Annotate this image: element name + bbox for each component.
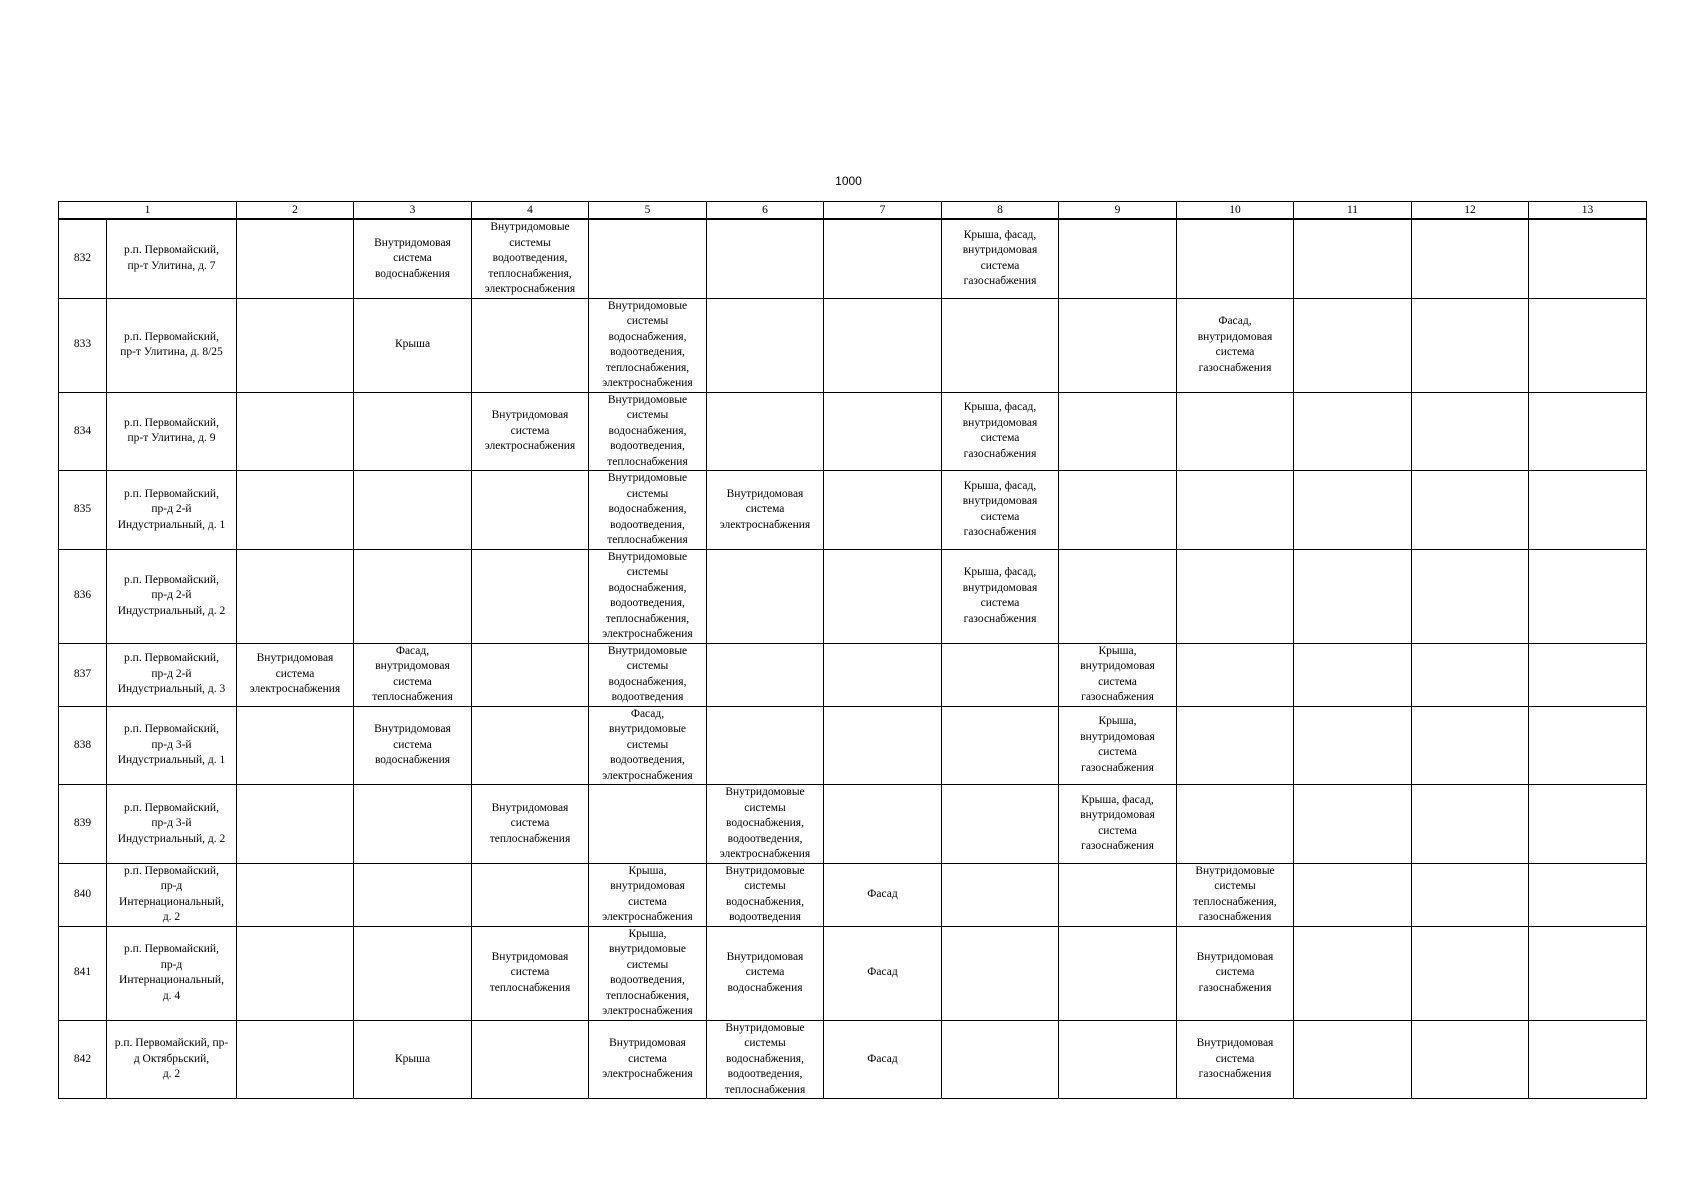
row-number-cell: 838 — [59, 706, 107, 785]
row-number-cell: 834 — [59, 392, 107, 471]
work-cell-col-6 — [707, 219, 824, 298]
work-cell-col-4 — [472, 298, 589, 392]
work-cell-col-7 — [824, 549, 942, 643]
work-cell-col-11 — [1294, 863, 1412, 926]
work-cell-col-6: Внутридомовая система водоснабжения — [707, 926, 824, 1020]
work-cell-col-9 — [1059, 549, 1177, 643]
work-cell-col-8 — [942, 863, 1059, 926]
column-header: 1 — [59, 202, 237, 220]
column-header: 10 — [1177, 202, 1294, 220]
column-header: 6 — [707, 202, 824, 220]
row-number-cell: 841 — [59, 926, 107, 1020]
work-cell-col-3 — [354, 549, 472, 643]
column-header-row — [59, 202, 1647, 220]
work-cell-col-10 — [1177, 785, 1294, 864]
work-cell-col-10 — [1177, 643, 1294, 706]
work-cell-col-6: Внутридомовая система электроснабжения — [707, 471, 824, 550]
work-cell-col-2 — [237, 1020, 354, 1099]
work-cell-col-6: Внутридомовые системы водоснабжения, водоотведения, теплоснабжения — [707, 1020, 824, 1099]
work-cell-col-2 — [237, 926, 354, 1020]
row-number-cell: 836 — [59, 549, 107, 643]
work-cell-col-2 — [237, 549, 354, 643]
work-cell-col-10: Внутридомовая система газоснабжения — [1177, 1020, 1294, 1099]
column-header: 7 — [824, 202, 942, 220]
column-header: 4 — [472, 202, 589, 220]
work-cell-col-3: Внутридомовая система водоснабжения — [354, 219, 472, 298]
work-cell-col-7: Фасад — [824, 926, 942, 1020]
work-cell-col-13 — [1529, 643, 1647, 706]
work-cell-col-10 — [1177, 706, 1294, 785]
work-cell-col-4 — [472, 1020, 589, 1099]
work-cell-col-8 — [942, 926, 1059, 1020]
work-cell-col-3 — [354, 392, 472, 471]
work-cell-col-5: Внутридомовые системы водоснабжения, водоотведения, теплоснабжения — [589, 392, 707, 471]
work-cell-col-6 — [707, 643, 824, 706]
work-cell-col-13 — [1529, 706, 1647, 785]
work-cell-col-2 — [237, 863, 354, 926]
table-row — [59, 392, 1647, 471]
work-cell-col-2 — [237, 706, 354, 785]
work-cell-col-9 — [1059, 392, 1177, 471]
work-cell-col-5: Фасад, внутридомовые системы водоотведения, электроснабжения — [589, 706, 707, 785]
work-cell-col-6 — [707, 706, 824, 785]
work-cell-col-13 — [1529, 298, 1647, 392]
work-cell-col-11 — [1294, 549, 1412, 643]
work-cell-col-12 — [1412, 549, 1529, 643]
work-cell-col-6 — [707, 392, 824, 471]
work-cell-col-2 — [237, 392, 354, 471]
table-row — [59, 471, 1647, 550]
address-cell: р.п. Первомайский, пр- д Октябрьский, д. 2 — [107, 1020, 237, 1099]
work-cell-col-13 — [1529, 219, 1647, 298]
work-cell-col-9: Крыша, внутридомовая система газоснабжения — [1059, 706, 1177, 785]
work-cell-col-12 — [1412, 392, 1529, 471]
work-cell-col-2 — [237, 785, 354, 864]
work-cell-col-3 — [354, 863, 472, 926]
page-number: 1000 — [835, 174, 862, 188]
work-cell-col-5 — [589, 219, 707, 298]
work-cell-col-9 — [1059, 926, 1177, 1020]
work-cell-col-4: Внутридомовая система электроснабжения — [472, 392, 589, 471]
work-cell-col-8 — [942, 298, 1059, 392]
work-cell-col-12 — [1412, 219, 1529, 298]
table-row — [59, 1020, 1647, 1099]
work-cell-col-7: Фасад — [824, 863, 942, 926]
work-cell-col-5: Внутридомовые системы водоснабжения, водоотведения, теплоснабжения, электроснабжения — [589, 549, 707, 643]
work-cell-col-13 — [1529, 926, 1647, 1020]
work-cell-col-11 — [1294, 1020, 1412, 1099]
work-cell-col-11 — [1294, 785, 1412, 864]
work-cell-col-12 — [1412, 785, 1529, 864]
work-cell-col-3 — [354, 785, 472, 864]
row-number-cell: 835 — [59, 471, 107, 550]
table-row — [59, 219, 1647, 298]
work-cell-col-13 — [1529, 785, 1647, 864]
row-number-cell: 832 — [59, 219, 107, 298]
work-cell-col-8 — [942, 785, 1059, 864]
table-row — [59, 706, 1647, 785]
work-cell-col-9 — [1059, 1020, 1177, 1099]
address-cell: р.п. Первомайский, пр-т Улитина, д. 8/25 — [107, 298, 237, 392]
work-cell-col-13 — [1529, 392, 1647, 471]
work-cell-col-11 — [1294, 298, 1412, 392]
address-cell: р.п. Первомайский, пр-т Улитина, д. 7 — [107, 219, 237, 298]
row-number-cell: 842 — [59, 1020, 107, 1099]
work-cell-col-5: Крыша, внутридомовые системы водоотведения, теплоснабжения, электроснабжения — [589, 926, 707, 1020]
work-cell-col-4 — [472, 863, 589, 926]
address-cell: р.п. Первомайский, пр-д Интернациональный, д. 4 — [107, 926, 237, 1020]
work-cell-col-7 — [824, 785, 942, 864]
table-row — [59, 643, 1647, 706]
work-cell-col-12 — [1412, 926, 1529, 1020]
work-cell-col-8: Крыша, фасад, внутридомовая система газоснабжения — [942, 219, 1059, 298]
row-number-cell: 837 — [59, 643, 107, 706]
work-cell-col-5: Внутридомовые системы водоснабжения, водоотведения — [589, 643, 707, 706]
work-cell-col-11 — [1294, 926, 1412, 1020]
repair-schedule-table — [58, 201, 1647, 1099]
work-cell-col-8 — [942, 1020, 1059, 1099]
work-cell-col-11 — [1294, 643, 1412, 706]
work-cell-col-10: Внутридомовые системы теплоснабжения, газоснабжения — [1177, 863, 1294, 926]
work-cell-col-13 — [1529, 863, 1647, 926]
work-cell-col-12 — [1412, 1020, 1529, 1099]
work-cell-col-3: Крыша — [354, 298, 472, 392]
work-cell-col-8: Крыша, фасад, внутридомовая система газоснабжения — [942, 471, 1059, 550]
work-cell-col-10 — [1177, 219, 1294, 298]
work-cell-col-4 — [472, 706, 589, 785]
table-row — [59, 863, 1647, 926]
work-cell-col-12 — [1412, 471, 1529, 550]
work-cell-col-2 — [237, 219, 354, 298]
row-number-cell: 833 — [59, 298, 107, 392]
work-cell-col-9 — [1059, 863, 1177, 926]
work-cell-col-3: Крыша — [354, 1020, 472, 1099]
column-header: 8 — [942, 202, 1059, 220]
work-cell-col-5 — [589, 785, 707, 864]
work-cell-col-9 — [1059, 471, 1177, 550]
work-cell-col-13 — [1529, 1020, 1647, 1099]
work-cell-col-3: Внутридомовая система водоснабжения — [354, 706, 472, 785]
work-cell-col-12 — [1412, 643, 1529, 706]
work-cell-col-13 — [1529, 549, 1647, 643]
work-cell-col-5: Крыша, внутридомовая система электроснабжения — [589, 863, 707, 926]
address-cell: р.п. Первомайский, пр-д 2-й Индустриальный, д. 2 — [107, 549, 237, 643]
work-cell-col-9 — [1059, 219, 1177, 298]
work-cell-col-2 — [237, 298, 354, 392]
column-header: 2 — [237, 202, 354, 220]
column-header: 9 — [1059, 202, 1177, 220]
table-row — [59, 298, 1647, 392]
work-cell-col-5: Внутридомовая система электроснабжения — [589, 1020, 707, 1099]
work-cell-col-3 — [354, 471, 472, 550]
work-cell-col-10: Фасад, внутридомовая система газоснабжения — [1177, 298, 1294, 392]
table-body — [59, 219, 1647, 1099]
table-row — [59, 926, 1647, 1020]
work-cell-col-4 — [472, 471, 589, 550]
work-cell-col-11 — [1294, 706, 1412, 785]
work-cell-col-12 — [1412, 298, 1529, 392]
work-cell-col-7 — [824, 643, 942, 706]
work-cell-col-4 — [472, 643, 589, 706]
row-number-cell: 840 — [59, 863, 107, 926]
work-cell-col-11 — [1294, 219, 1412, 298]
column-header: 12 — [1412, 202, 1529, 220]
row-number-cell: 839 — [59, 785, 107, 864]
work-cell-col-12 — [1412, 706, 1529, 785]
work-cell-col-4: Внутридомовая система теплоснабжения — [472, 926, 589, 1020]
work-cell-col-7 — [824, 219, 942, 298]
work-cell-col-10 — [1177, 471, 1294, 550]
address-cell: р.п. Первомайский, пр-д 2-й Индустриальный, д. 1 — [107, 471, 237, 550]
column-header: 5 — [589, 202, 707, 220]
work-cell-col-6 — [707, 298, 824, 392]
work-cell-col-9: Крыша, внутридомовая система газоснабжения — [1059, 643, 1177, 706]
address-cell: р.п. Первомайский, пр-д 2-й Индустриальный, д. 3 — [107, 643, 237, 706]
work-cell-col-8 — [942, 706, 1059, 785]
column-header: 3 — [354, 202, 472, 220]
work-cell-col-8: Крыша, фасад, внутридомовая система газоснабжения — [942, 392, 1059, 471]
work-cell-col-6: Внутридомовые системы водоснабжения, водоотведения, электроснабжения — [707, 785, 824, 864]
work-cell-col-4: Внутридомовые системы водоотведения, теплоснабжения, электроснабжения — [472, 219, 589, 298]
work-cell-col-6 — [707, 549, 824, 643]
work-cell-col-7: Фасад — [824, 1020, 942, 1099]
work-cell-col-12 — [1412, 863, 1529, 926]
column-header: 13 — [1529, 202, 1647, 220]
work-cell-col-8 — [942, 643, 1059, 706]
table-row — [59, 785, 1647, 864]
work-cell-col-5: Внутридомовые системы водоснабжения, водоотведения, теплоснабжения — [589, 471, 707, 550]
work-cell-col-9: Крыша, фасад, внутридомовая система газоснабжения — [1059, 785, 1177, 864]
work-cell-col-11 — [1294, 392, 1412, 471]
work-cell-col-7 — [824, 706, 942, 785]
address-cell: р.п. Первомайский, пр-д Интернациональный, д. 2 — [107, 863, 237, 926]
work-cell-col-2 — [237, 471, 354, 550]
work-cell-col-8: Крыша, фасад, внутридомовая система газоснабжения — [942, 549, 1059, 643]
work-cell-col-9 — [1059, 298, 1177, 392]
work-cell-col-10: Внутридомовая система газоснабжения — [1177, 926, 1294, 1020]
work-cell-col-10 — [1177, 392, 1294, 471]
work-cell-col-11 — [1294, 471, 1412, 550]
work-cell-col-7 — [824, 298, 942, 392]
work-cell-col-7 — [824, 392, 942, 471]
address-cell: р.п. Первомайский, пр-т Улитина, д. 9 — [107, 392, 237, 471]
work-cell-col-13 — [1529, 471, 1647, 550]
work-cell-col-10 — [1177, 549, 1294, 643]
work-cell-col-6: Внутридомовые системы водоснабжения, водоотведения — [707, 863, 824, 926]
address-cell: р.п. Первомайский, пр-д 3-й Индустриальный, д. 2 — [107, 785, 237, 864]
work-cell-col-4: Внутридомовая система теплоснабжения — [472, 785, 589, 864]
work-cell-col-3: Фасад, внутридомовая система теплоснабжения — [354, 643, 472, 706]
work-cell-col-7 — [824, 471, 942, 550]
work-cell-col-2: Внутридомовая система электроснабжения — [237, 643, 354, 706]
table-row — [59, 549, 1647, 643]
work-cell-col-5: Внутридомовые системы водоснабжения, водоотведения, теплоснабжения, электроснабжения — [589, 298, 707, 392]
column-header: 11 — [1294, 202, 1412, 220]
work-cell-col-3 — [354, 926, 472, 1020]
work-cell-col-4 — [472, 549, 589, 643]
address-cell: р.п. Первомайский, пр-д 3-й Индустриальный, д. 1 — [107, 706, 237, 785]
